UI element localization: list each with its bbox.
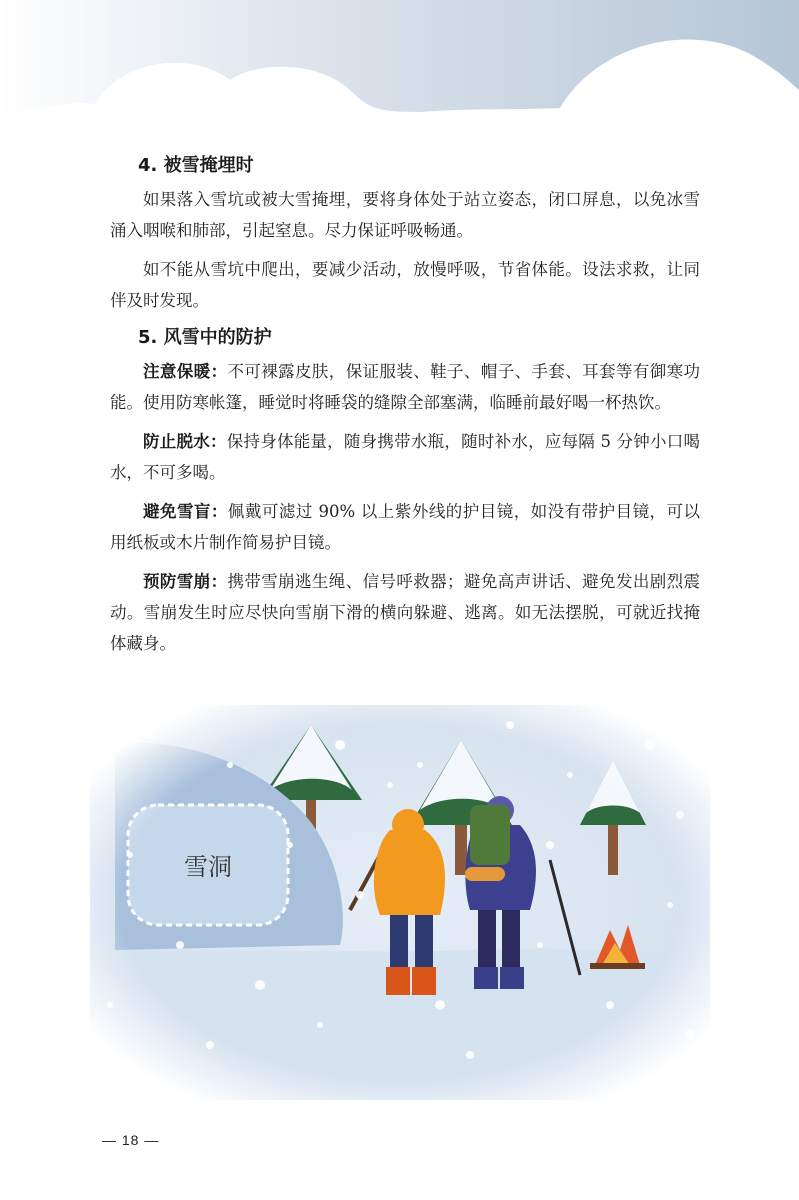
snowstorm-illustration — [90, 705, 710, 1100]
term-label: 注意保暖： — [143, 362, 228, 381]
paragraph: 避免雪盲：佩戴可滤过 90% 以上紫外线的护目镜，如没有带护目镜，可以用纸板或木片制作简易护目镜。 — [110, 502, 701, 552]
paragraph: 防止脱水：保持身体能量，随身携带水瓶，随时补水，应每隔 5 分钟小口喝水，不可多喝。 — [110, 432, 700, 482]
section-heading: 4. 被雪掩埋时 — [138, 155, 254, 176]
term-label: 预防雪崩： — [143, 572, 228, 591]
article-body — [110, 152, 700, 667]
paragraph: 如不能从雪坑中爬出，要减少活动，放慢呼吸，节省体能。设法求救，让同伴及时发现。 — [110, 260, 700, 310]
paragraph: 注意保暖：不可裸露皮肤，保证服装、鞋子、帽子、手套、耳套等有御寒功能。使用防寒帐篷，睡觉时将睡袋的缝隙全部塞满，临睡前最好喝一杯热饮。 — [110, 362, 700, 412]
paragraph: 预防雪崩：携带雪崩逃生绳、信号呼救器；避免高声讲话、避免发出剧烈震动。雪崩发生时应尽快向雪崩下滑的横向躲避、逃离。如无法摆脱，可就近找掩体藏身。 — [110, 572, 700, 653]
paragraph: 如果落入雪坑或被大雪掩埋，要将身体处于站立姿态，闭口屏息，以免冰雪涌入咽喉和肺部，引起窒息。尽力保证呼吸畅通。 — [110, 190, 700, 240]
vignette — [90, 705, 710, 1100]
section-heading: 5. 风雪中的防护 — [138, 327, 272, 348]
header-cloud-band — [0, 0, 799, 130]
term-label: 避免雪盲： — [143, 502, 228, 521]
page-number: — 18 — — [102, 1132, 160, 1148]
term-label: 防止脱水： — [143, 432, 227, 451]
